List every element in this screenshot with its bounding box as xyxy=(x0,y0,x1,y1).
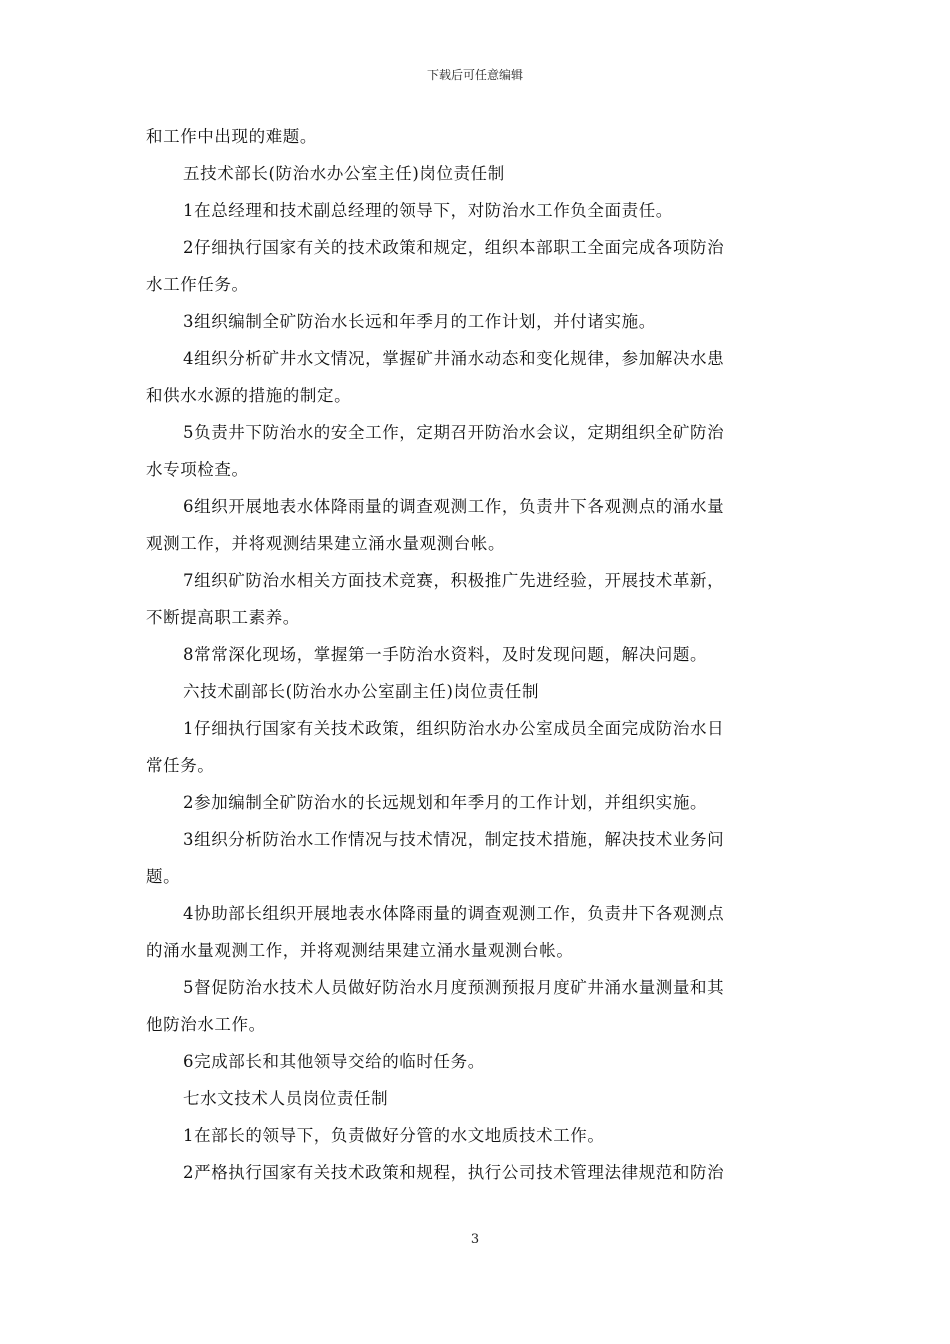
text-line: 1在总经理和技术副总经理的领导下，对防治水工作负全面责任。 xyxy=(183,201,673,220)
page-header: 下载后可任意编辑 xyxy=(426,68,523,82)
text-line: 不断提高职工素养。 xyxy=(146,608,300,627)
text-line: 2参加编制全矿防治水的长远规划和年季月的工作计划，并组织实施。 xyxy=(183,793,708,812)
text-line: 1仔细执行国家有关技术政策，组织防治水办公室成员全面完成防治水日 xyxy=(183,719,725,738)
text-line: 3组织分析防治水工作情况与技术情况，制定技术措施，解决技术业务问 xyxy=(183,830,725,849)
text-line: 1在部长的领导下，负责做好分管的水文地质技术工作。 xyxy=(183,1126,605,1145)
text-line: 2严格执行国家有关技术政策和规程，执行公司技术管理法律规范和防治 xyxy=(183,1163,725,1182)
text-line: 7组织矿防治水相关方面技术竞赛，积极推广先进经验，开展技术革新， xyxy=(183,571,725,590)
text-line: 8常常深化现场，掌握第一手防治水资料，及时发现问题，解决问题。 xyxy=(183,645,708,664)
text-line: 他防治水工作。 xyxy=(146,1015,266,1034)
text-line: 5督促防治水技术人员做好防治水月度预测预报月度矿井涌水量测量和其 xyxy=(183,978,725,997)
text-line: 题。 xyxy=(146,867,181,886)
text-line: 六技术副部长(防治水办公室副主任)岗位责任制 xyxy=(183,682,540,701)
text-line: 2仔细执行国家有关的技术政策和规定，组织本部职工全面完成各项防治 xyxy=(183,238,725,257)
text-line: 5负责井下防治水的安全工作，定期召开防治水会议，定期组织全矿防治 xyxy=(183,423,725,442)
text-line: 水工作任务。 xyxy=(146,275,249,294)
text-line: 和供水水源的措施的制定。 xyxy=(146,386,352,405)
text-line: 和工作中出现的难题。 xyxy=(146,127,317,146)
document-body xyxy=(146,118,806,1191)
text-line: 水专项检查。 xyxy=(146,460,249,479)
text-line: 七水文技术人员岗位责任制 xyxy=(183,1089,389,1108)
text-line: 6完成部长和其他领导交给的临时任务。 xyxy=(183,1052,485,1071)
text-line: 常任务。 xyxy=(146,756,215,775)
page-number: 3 xyxy=(470,1232,480,1247)
text-line: 观测工作，并将观测结果建立涌水量观测台帐。 xyxy=(146,534,506,553)
text-line: 6组织开展地表水体降雨量的调查观测工作，负责井下各观测点的涌水量 xyxy=(183,497,725,516)
text-line: 的涌水量观测工作，并将观测结果建立涌水量观测台帐。 xyxy=(146,941,574,960)
text-line: 3组织编制全矿防治水长远和年季月的工作计划，并付诸实施。 xyxy=(183,312,656,331)
text-line: 4协助部长组织开展地表水体降雨量的调查观测工作，负责井下各观测点 xyxy=(183,904,725,923)
text-line: 4组织分析矿井水文情况，掌握矿井涌水动态和变化规律，参加解决水患 xyxy=(183,349,725,368)
text-line: 五技术部长(防治水办公室主任)岗位责任制 xyxy=(183,164,505,183)
